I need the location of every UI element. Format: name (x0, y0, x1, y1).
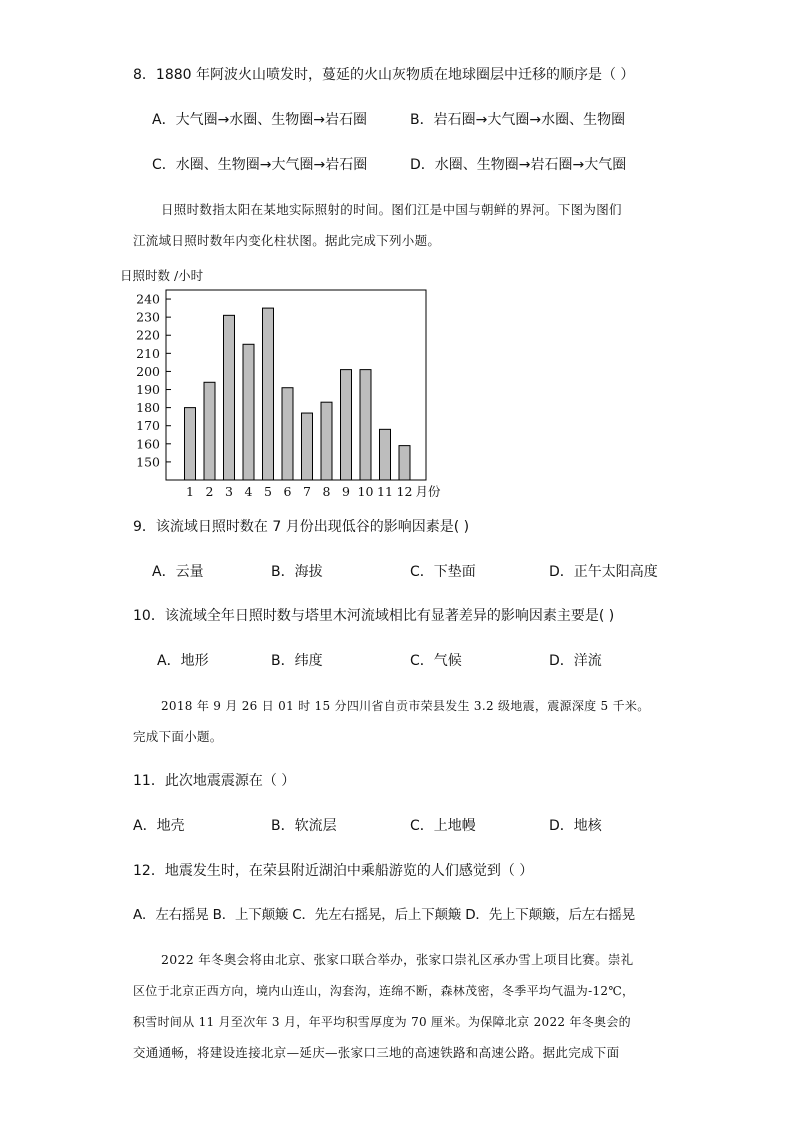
passage-olympics-line-4: 交通通畅，将建设连接北京—延庆—张家口三地的高速铁路和高速公路。据此完成下面 (133, 1045, 620, 1060)
chart-x-tick-label: 9 (342, 484, 350, 499)
chart-y-tick-label: 150 (136, 454, 160, 470)
chart-x-tick-label: 2 (205, 484, 214, 499)
question-11-stem: 11．此次地震震源在（ ） (133, 773, 296, 789)
question-11-option-d: D．地核 (549, 818, 602, 834)
passage-sunshine-line-1: 日照时数指太阳在某地实际照射的时间。图们江是中国与朝鲜的界河。下图为图们 (161, 202, 622, 217)
chart-bar-month-5 (263, 308, 274, 480)
question-11-option-c: C．上地幔 (410, 818, 476, 834)
chart-x-tick-label: 7 (303, 484, 311, 499)
chart-bar-month-8 (321, 402, 332, 480)
question-11-option-b: B．软流层 (271, 818, 337, 834)
chart-x-tick-label: 5 (264, 484, 272, 499)
question-8-option-c: C．水圈、生物圈→大气圈→岩石圈 (152, 157, 368, 173)
chart-y-tick-label: 230 (136, 309, 160, 325)
passage-earthquake-line-2: 完成下面小题。 (133, 729, 223, 744)
question-10-option-d: D．洋流 (549, 653, 602, 669)
question-9-stem: 9．该流域日照时数在 7 月份出现低谷的影响因素是( ) (133, 519, 470, 535)
chart-x-tick-label: 6 (283, 484, 292, 499)
chart-bar-month-11 (380, 429, 391, 480)
question-9-option-c: C．下垫面 (410, 564, 476, 580)
chart-y-tick-label: 220 (136, 327, 160, 343)
chart-bar-month-6 (282, 388, 293, 480)
chart-x-tick-label: 8 (322, 484, 331, 499)
chart-x-tick-label: 4 (244, 484, 253, 499)
chart-y-tick-label: 180 (136, 400, 160, 416)
chart-y-tick-label: 170 (136, 418, 160, 434)
chart-bar-month-1 (185, 408, 196, 480)
chart-x-tick-label: 12 (396, 484, 413, 499)
question-8-option-b: B．岩石圈→大气圈→水圈、生物圈 (410, 112, 626, 128)
question-9-option-b: B．海拔 (271, 564, 323, 580)
passage-earthquake-line-1: 2018 年 9 月 26 日 01 时 15 分四川省自贡市荣县发生 3.2 级地震，震源深度 5 千米。 (161, 699, 650, 713)
question-9-option-a: A．云量 (152, 564, 204, 580)
chart-y-tick-label: 160 (136, 436, 160, 452)
question-10-option-a: A．地形 (157, 653, 209, 669)
question-12-options: A．左右摇晃 B．上下颠簸 C．先左右摇晃，后上下颠簸 D．先上下颠簸，后左右摇晃 (133, 907, 635, 923)
chart-x-tick-label: 10 (357, 484, 374, 499)
chart-bar-month-3 (224, 315, 235, 480)
chart-x-tick-label: 3 (225, 484, 233, 499)
question-10-option-c: C．气候 (410, 653, 462, 669)
chart-bar-month-9 (341, 370, 352, 480)
chart-x-axis-unit: 月份 (415, 484, 441, 499)
chart-bar-month-4 (243, 344, 254, 480)
question-8-stem: 8．1880 年阿波火山喷发时，蔓延的火山灰物质在地球圈层中迁移的顺序是（ ） (133, 67, 635, 83)
chart-y-tick-label: 210 (136, 345, 160, 361)
chart-x-tick-label: 11 (377, 484, 393, 499)
passage-olympics-line-1: 2022 年冬奥会将由北京、张家口联合举办，张家口崇礼区承办雪上项目比赛。崇礼 (161, 952, 634, 967)
sunshine-hours-bar-chart (118, 264, 458, 500)
chart-bar-month-10 (360, 370, 371, 480)
question-11-option-a: A．地壳 (133, 818, 185, 834)
chart-y-axis-label: 日照时数 /小时 (120, 268, 204, 283)
chart-x-tick-label: 1 (186, 484, 194, 499)
chart-bar-month-7 (302, 413, 313, 480)
passage-olympics-line-3: 积雪时间从 11 月至次年 3 月，年平均积雪厚度为 70 厘米。为保障北京 2022 年冬奥会的 (133, 1015, 631, 1029)
question-8-option-a: A．大气圈→水圈、生物圈→岩石圈 (152, 112, 368, 128)
passage-olympics-line-2: 区位于北京正西方向，境内山连山，沟套沟，连绵不断，森林茂密，冬季平均气温为-12℃， (133, 984, 635, 998)
chart-y-tick-label: 190 (136, 382, 160, 398)
chart-bar-month-12 (399, 446, 410, 480)
chart-bar-month-2 (204, 382, 215, 480)
question-12-stem: 12．地震发生时，在荣县附近湖泊中乘船游览的人们感觉到（ ） (133, 863, 534, 879)
passage-sunshine-line-2: 江流域日照时数年内变化柱状图。据此完成下列小题。 (133, 233, 441, 248)
question-8-option-d: D．水圈、生物圈→岩石圈→大气圈 (410, 157, 627, 173)
chart-y-tick-label: 240 (136, 291, 160, 307)
question-9-option-d: D．正午太阳高度 (549, 564, 658, 580)
question-10-stem: 10．该流域全年日照时数与塔里木河流域相比有显著差异的影响因素主要是( ) (133, 608, 615, 624)
chart-y-tick-label: 200 (136, 363, 160, 379)
question-10-option-b: B．纬度 (271, 653, 323, 669)
